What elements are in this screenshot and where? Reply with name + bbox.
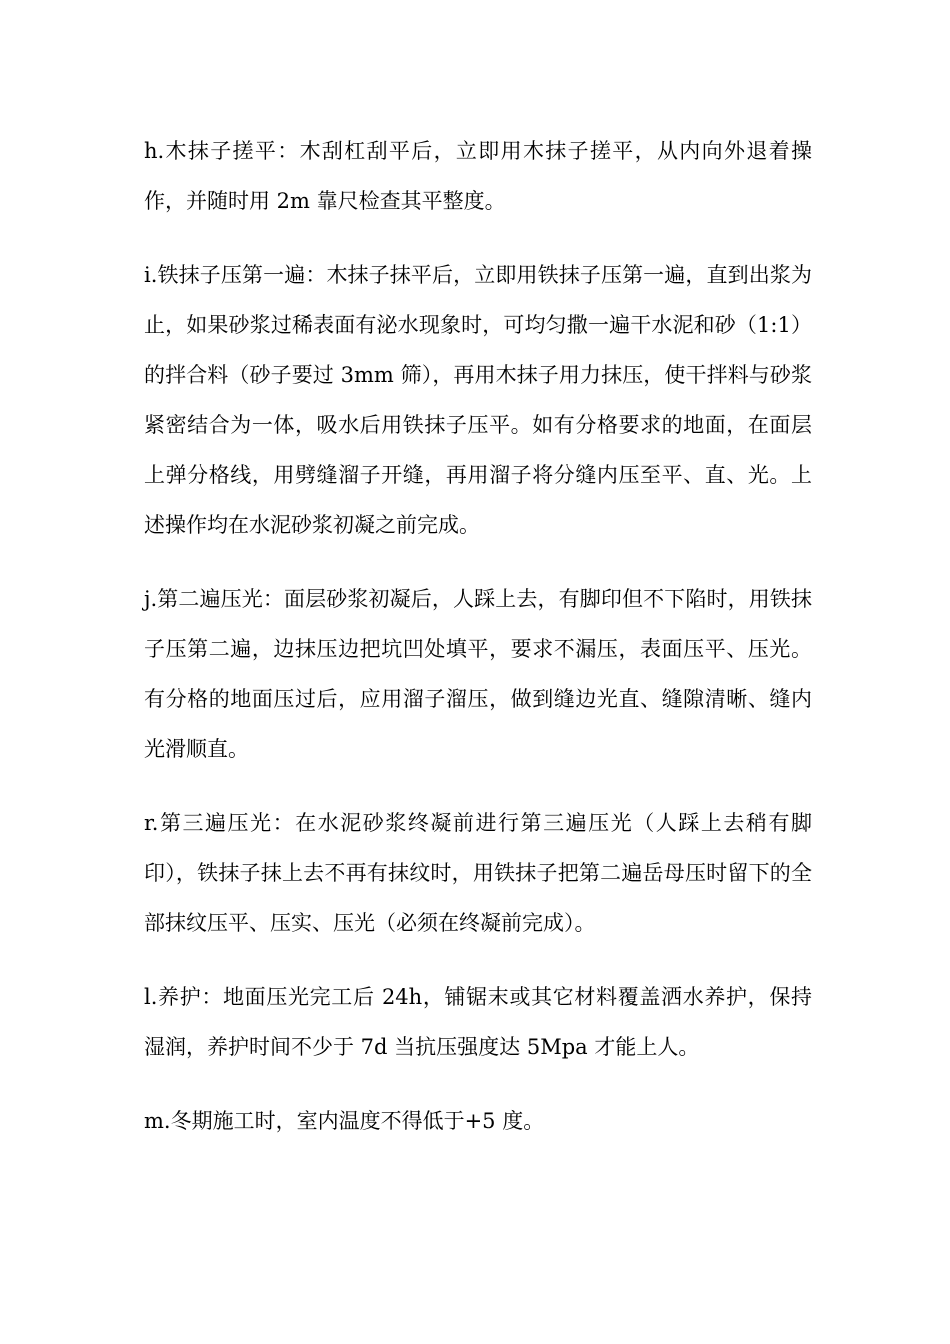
paragraph-m-winter-construction: m.冬期施工时，室内温度不得低于+5 度。 (144, 1109, 545, 1133)
document-body (144, 126, 812, 1170)
paragraph-l-curing: l.养护：地面压光完工后 24h，铺锯末或其它材料覆盖洒水养护，保持湿润，养护时间不少于 7d 当抗压强度达 5Mpa 才能上人。 (144, 985, 812, 1059)
paragraph-r-third-trowel: r.第三遍压光：在水泥砂浆终凝前进行第三遍压光（人踩上去稍有脚印），铁抹子抹上去不再有抹纹时，用铁抹子把第二遍岳母压时留下的全部抹纹压平、压实、压光（必须在终凝前完成）。 (144, 811, 812, 935)
paragraph-i-first-trowel: i.铁抹子压第一遍：木抹子抹平后，立即用铁抹子压第一遍，直到出浆为止，如果砂浆过稀表面有泌水现象时，可均匀撒一遍干水泥和砂（1:1）的拌合料（砂子要过 3mm 筛），再用木抹子用力抹压，使干拌料与砂浆紧密结合为一体，吸水后用铁抹子压平。如有分格要求的地面，在面层上弹分格线，用劈缝溜子开缝，再用溜子将分缝内压至平、直、光。上述操作均在水泥砂浆初凝之前完成。 (144, 263, 812, 537)
paragraph-j-second-trowel: j.第二遍压光：面层砂浆初凝后，人踩上去，有脚印但不下陷时，用铁抹子压第二遍，边抹压边把坑凹处填平，要求不漏压，表面压平、压光。有分格的地面压过后，应用溜子溜压，做到缝边光直、缝隙清晰、缝内光滑顺直。 (144, 587, 812, 761)
paragraph-h-wood-float: h.木抹子搓平：木刮杠刮平后，立即用木抹子搓平，从内向外退着操作，并随时用 2m 靠尺检查其平整度。 (144, 139, 812, 213)
